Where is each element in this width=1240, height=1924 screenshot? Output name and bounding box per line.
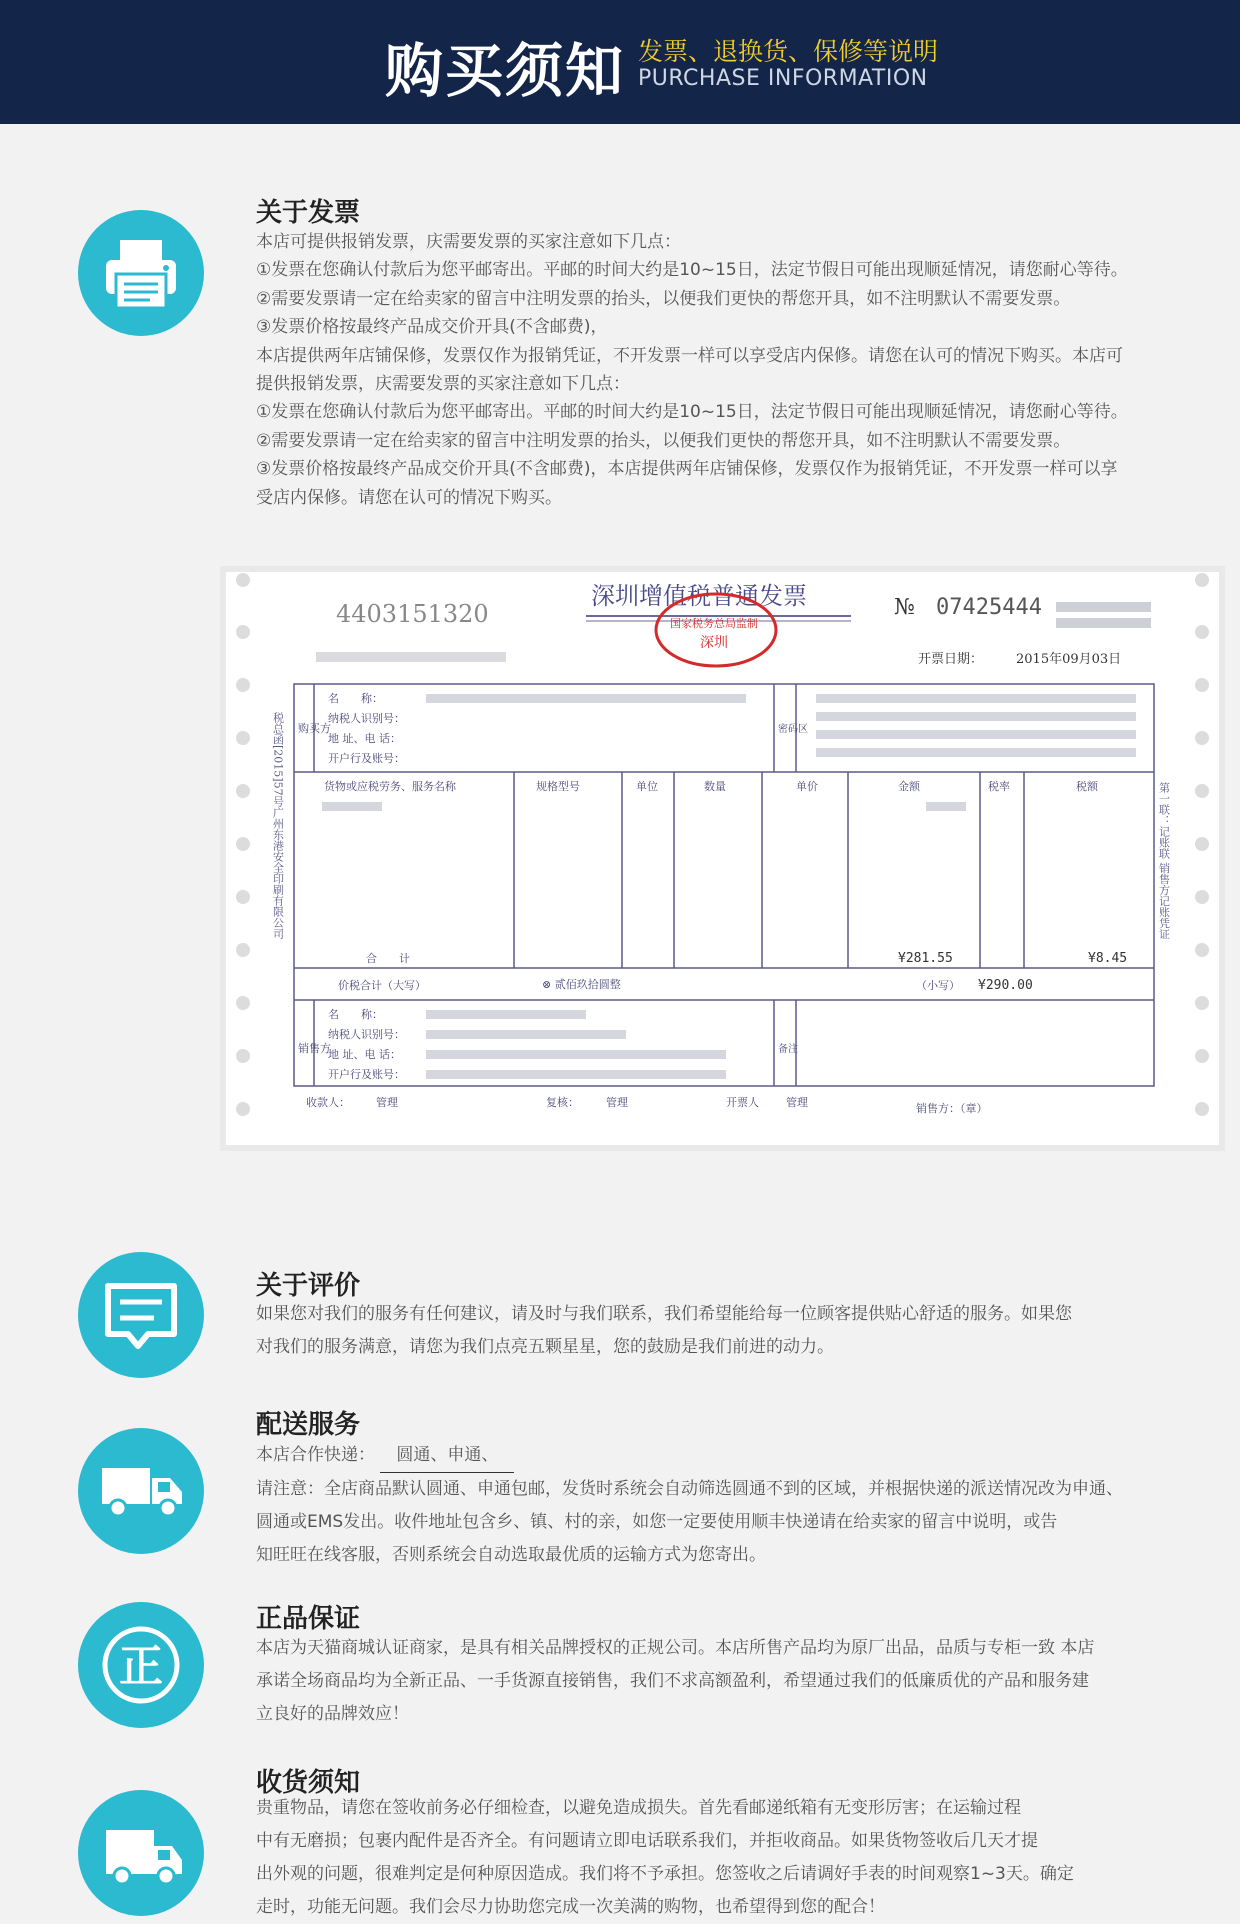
svg-text:税率: 税率 [988,780,1010,793]
printer-icon [78,210,204,336]
genuine-icon [78,1602,204,1728]
svg-text:名 称：: 名 称： [328,1008,383,1021]
svg-text:开户行及账号：: 开户行及账号： [328,1068,405,1081]
invoice-section-text: 本店可提供报销发票，庆需要发票的买家注意如下几点： ①发票在您确认付款后为您平邮寄出。平邮的时间大约是10~15日，法定节假日可能出现顺延情况，请您耐心等待。 ②需要发票请一定在给卖家的留言中注明发票的抬头，以便我们更快的帮您开具，如不注明默认不需要发票。 ③发票价格按最终产品成交价开具(不含邮费)， 本店提供两年店铺保修，发票仅作为报销凭证，不开发票一样可以享受店内保修。请您在认可的情况下购买。本店可 提供报销发票，庆需要发票的买家注意如下几点： ①发票在您确认付款后为您平邮寄出。平邮的时间大约是10~15日，法定节假日可能出现顺延情况，请您耐心等待。 ②需要发票请一定在给卖家的留言中注明发票的抬头，以便我们更快的帮您开具，如不注明默认不需要发票。 ③发票价格按最终产品成交价开具(不含邮费)，本店提供两年店铺保修，发票仅作为报销凭证，不开发票一样可以享 受店内保修。请您在认可的情况下购买。 [256,232,1128,508]
invoice-no-label: № [894,595,915,620]
svg-text:销售方：（章）: 销售方：（章） [916,1102,988,1115]
truck-icon [78,1428,204,1554]
svg-text:（小写）: （小写） [916,979,960,992]
svg-text:管理: 管理 [606,1096,628,1109]
printer-note: 税总函[2015]57号广州东港安全印刷有限公司 [271,712,285,939]
svg-text:备注: 备注 [778,1044,798,1055]
courier-value: 圆通、申通、 [380,1439,514,1473]
receipt-section-text: 贵重物品，请您在签收前务必仔细检查，以避免造成损失。首先看邮递纸箱有无变形厉害；在运输过程 中有无磨损；包裹内配件是否齐全。有问题请立即电话联系我们，并拒收商品。如果货物签收后几天才提 出外观的问题，很难判定是何种原因造成。我们将不予承担。您签收之后请调好手表的时间观察1~3天。确定 走时，功能无问题。我们会尽力协助您完成一次美满的购物，也希望得到您的配合！ [256,1798,1074,1917]
svg-text:密码区: 密码区 [778,724,808,735]
header-subtitle-cn: 发票、退换货、保修等说明 [638,37,939,66]
grand-total: ¥290.00 [978,978,1033,993]
invoice-section-title: 关于发票 [256,198,361,228]
invoice-code: 4403151320 [336,600,489,628]
message-icon [78,1252,204,1378]
header-subtitle-en: PURCHASE INFORMATION [638,66,928,91]
svg-text:价税合计（大写）: 价税合计（大写） [338,979,426,992]
header-banner [0,0,1240,124]
delivery-section-text: 本店合作快递： 圆通、申通、 请注意：全店商品默认圆通、申通包邮，发货时系统会自动筛选圆通不到的区域，并根据快递的派送情况改为申通、 圆通或EMS发出。收件地址包含乡、镇、村的亲，如您一定要使用顺丰快递请在给卖家的留言中说明，或告 知旺旺在线客服，否则系统会自动选取最优质的运输方式为您寄出。 [256,1439,1216,1572]
svg-text:管理: 管理 [376,1096,398,1109]
svg-text:复核：: 复核： [546,1096,579,1109]
svg-text:国家税务总局监制: 国家税务总局监制 [670,617,758,630]
svg-text:金额: 金额 [898,780,920,793]
invoice-title: 深圳增值税普通发票 [591,582,807,610]
svg-text:税额: 税额 [1076,780,1098,793]
seller-label: 销售方 [298,1042,331,1055]
review-section-title: 关于评价 [256,1271,361,1301]
svg-text:收款人：: 收款人： [306,1096,350,1109]
svg-text:数量: 数量 [704,780,726,793]
invoice-date-label: 开票日期： [918,652,984,667]
svg-text:正: 正 [119,1641,163,1692]
tax-total: ¥8.45 [1088,951,1128,966]
amount-total: ¥281.55 [898,951,953,966]
invoice-date: 2015年09月03日 [1016,652,1122,667]
svg-text:开户行及账号：: 开户行及账号： [328,752,405,765]
copy-note: 第一联：记账联 销售方记账凭证 [1157,782,1171,940]
genuine-section-text: 本店为天猫商城认证商家，是具有相关品牌授权的正规公司。本店所售产品均为原厂出品，品质与专柜一致 本店 承诺全场商品均为全新正品、一手货源直接销售，我们不求高额盈利，希望通过我们的低廉质优的产品和服务建 立良好的品牌效应！ [256,1638,1095,1724]
svg-text:深圳: 深圳 [700,635,728,651]
review-section-text: 如果您对我们的服务有任何建议，请及时与我们联系，我们希望能给每一位顾客提供贴心舒适的服务。如果您 对我们的服务满意，请您为我们点亮五颗星星，您的鼓励是我们前进的动力。 [256,1304,1072,1357]
svg-text:名 称：: 名 称： [328,692,383,705]
svg-text:合 计: 合 计 [366,952,410,965]
svg-text:⊗ 贰佰玖拾圆整: ⊗ 贰佰玖拾圆整 [542,978,621,991]
svg-text:纳税人识别号：: 纳税人识别号： [328,712,405,725]
buyer-label: 购买方 [298,722,331,735]
svg-text:地 址、电 话：: 地 址、电 话： [328,732,401,745]
receipt-section-title: 收货须知 [256,1768,361,1798]
svg-text:单价: 单价 [796,780,818,793]
svg-text:规格型号: 规格型号 [536,780,580,793]
invoice-number: 07425444 [936,595,1042,620]
invoice-image [220,566,1225,1151]
svg-text:单位: 单位 [636,780,658,793]
delivery-van-icon [78,1790,204,1916]
svg-text:开票人: 开票人 [726,1096,759,1109]
page-title: 购买须知 [385,37,626,105]
svg-text:纳税人识别号：: 纳税人识别号： [328,1028,405,1041]
svg-text:货物或应税劳务、服务名称: 货物或应税劳务、服务名称 [324,780,456,793]
delivery-section-title: 配送服务 [256,1410,361,1440]
genuine-section-title: 正品保证 [256,1604,361,1634]
svg-text:地 址、电 话：: 地 址、电 话： [328,1048,401,1061]
svg-text:管理: 管理 [786,1096,808,1109]
